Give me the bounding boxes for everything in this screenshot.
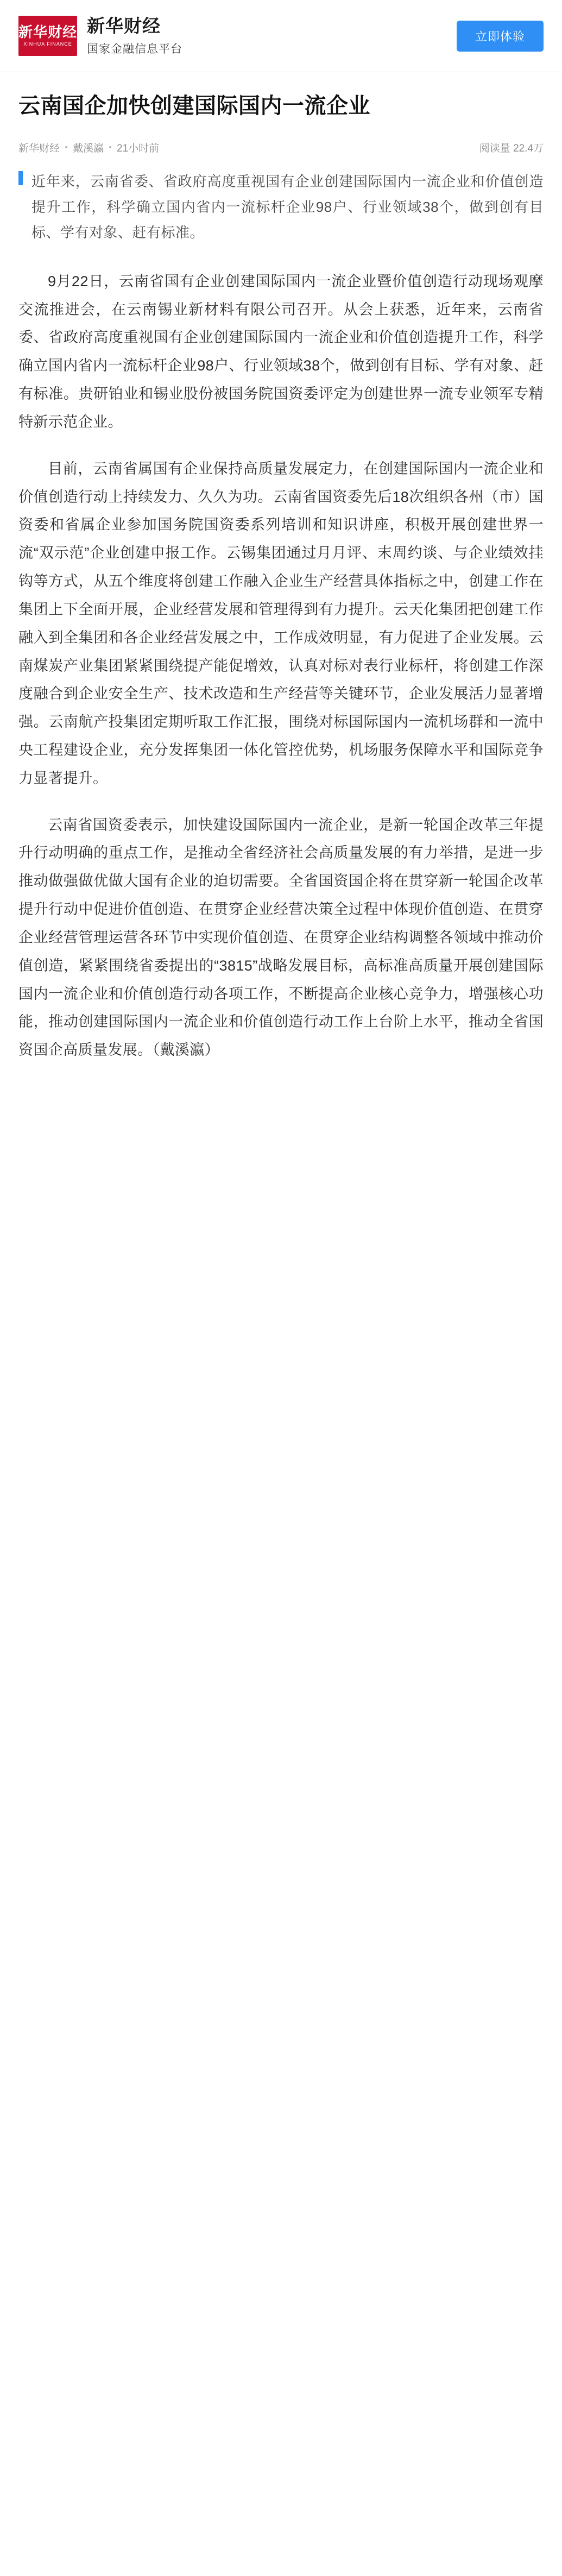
article-paragraph: 目前，云南省属国有企业保持高质量发展定力，在创建国际国内一流企业和价值创造行动上持续发力、久久为功。云南省国资委先后18次组织各州（市）国资委和省属企业参加国务院国资委系列培训和知识讲座，积极开展创建世界一流“双示范”企业创建申报工作。云锡集团通过月月评、末周约谈、与企业绩效挂钩等方式，从五个维度将创建工作融入企业生产经营具体指标之中，创建工作在集团上下全面开展，企业经营发展和管理得到有力提升。云天化集团把创建工作融入到全集团和各企业经营发展之中，工作成效明显，有力促进了企业发展。云南煤炭产业集团紧紧围绕提产能促增效，认真对标对表行业标杆，将创建工作深度融合到企业安全生产、技术改造和生产经营等关键环节，企业发展活力显著增强。云南航产投集团定期听取工作汇报，围绕对标国际国内一流机场群和一流中央工程建设企业，充分发挥集团一体化管控优势，机场服务保障水平和国际竞争力显著提升。 [18, 460, 544, 786]
brand-subtitle: 国家金融信息平台 [87, 43, 182, 56]
meta-separator-dot [65, 146, 67, 148]
logo-en-text: XINHUA FINANCE [23, 41, 72, 47]
brand-title: 新华财经 [87, 15, 161, 36]
xinhua-finance-logo-icon[interactable] [18, 16, 77, 56]
article-time: 21小时前 [117, 142, 160, 154]
article-source: 新华财经 [18, 142, 60, 154]
article-container [0, 91, 562, 1065]
article-meta [18, 140, 544, 155]
meta-left-group [18, 140, 159, 155]
summary-text: 近年来，云南省委、省政府高度重视国有企业创建国际国内一流企业和价值创造提升工作，科学确立国内省内一流标杆企业98户、行业领域38个，做到创有目标、学有对象、赶有标准。 [31, 173, 544, 241]
logo-cn-text: 新华财经 [18, 23, 78, 40]
article-body [18, 268, 544, 1065]
article-author: 戴溪瀛 [73, 142, 104, 154]
brand-text [87, 15, 182, 57]
article-summary [18, 169, 544, 246]
meta-separator-dot-2 [109, 146, 111, 148]
try-now-button[interactable]: 立即体验 [457, 21, 544, 52]
article-paragraph: 9月22日，云南省国有企业创建国际国内一流企业暨价值创造行动现场观摩交流推进会，在云南锡业新材料有限公司召开。从会上获悉，近年来，云南省委、省政府高度重视国有企业创建国际国内一流企业和价值创造提升工作，科学确立国内省内一流标杆企业98户、行业领域38个，做到创有目标、学有对象、赶有标准。贵研铂业和锡业股份被国务院国资委评定为创建世界一流专业领军专精特新示范企业。 [18, 273, 544, 430]
read-count: 阅读量 22.4万 [479, 142, 544, 154]
summary-accent-bar [18, 171, 23, 185]
page-title: 云南国企加快创建国际国内一流企业 [18, 94, 370, 118]
site-header [0, 0, 562, 72]
article-paragraph: 云南省国资委表示，加快建设国际国内一流企业，是新一轮国企改革三年提升行动明确的重点工作，是推动全省经济社会高质量发展的有力举措，是进一步推动做强做优做大国有企业的迫切需要。全省国资国企将在贯穿新一轮国企改革提升行动中促进价值创造、在贯穿企业经营决策全过程中体现价值创造、在贯穿企业经营管理运营各环节中实现价值创造、在贯穿企业结构调整各领域中推动价值创造，紧紧围绕省委提出的“3815”战略发展目标，高标准高质量开展创建国际国内一流企业和价值创造行动各项工作，不断提高企业核心竞争力，增强核心功能，推动创建国际国内一流企业和价值创造行动工作上台阶上水平，推动全省国资国企高质量发展。（戴溪瀛） [18, 816, 544, 1059]
